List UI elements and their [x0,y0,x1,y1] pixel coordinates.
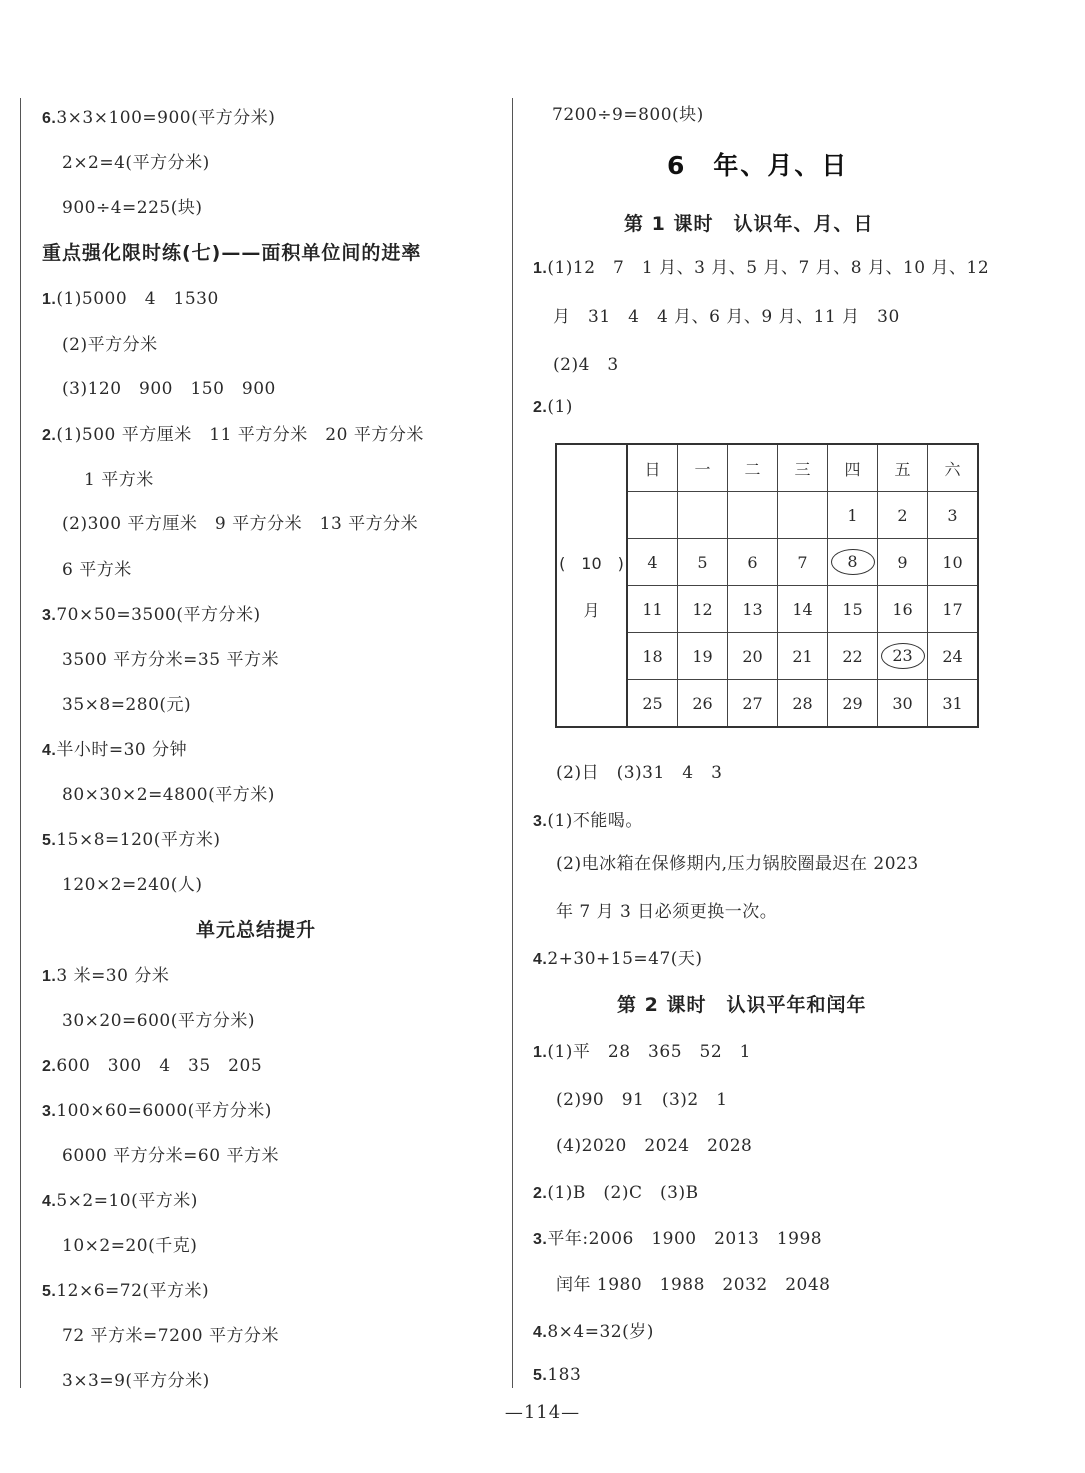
calendar-october [555,443,979,728]
calendar-day: 10 [928,539,979,586]
l1-q3-line2: (2)电冰箱在保修期内,压力锅胶圈最迟在 2023 [556,854,919,874]
l1-q1-line3: (2)4 3 [553,355,619,375]
calendar-day: 26 [678,680,728,728]
s7-q2-line3: (2)300 平方厘米 9 平方分米 13 平方分米 [62,514,419,534]
left-margin-rule [20,98,21,1388]
calendar-day: 11 [627,586,678,633]
s7-q2-line4: 6 平方米 [62,560,132,580]
weekday-wed: 三 [778,444,828,492]
l1-q1-line1: 1.(1)12 7 1 月、3 月、5 月、7 月、8 月、10 月、12 [533,258,990,278]
s7-q1-line1: 1.(1)5000 4 1530 [42,289,219,309]
calendar-day: 15 [828,586,878,633]
calendar-day [678,492,728,539]
calendar-day [627,492,678,539]
right-top-line: 7200÷9=800(块) [552,105,704,125]
weekday-tue: 二 [728,444,778,492]
summary-q3-line2: 6000 平方分米=60 平方米 [62,1146,279,1166]
l2-q2-line1: 2.(1)B (2)C (3)B [533,1183,699,1203]
calendar-day [778,492,828,539]
calendar-day: 19 [678,633,728,680]
calendar-day: 24 [928,633,979,680]
weekday-mon: 一 [678,444,728,492]
section-title-unit-summary: 单元总结提升 [196,919,317,941]
s7-q2-line1: 2.(1)500 平方厘米 11 平方分米 20 平方分米 [42,425,424,445]
page-number: —114— [504,1402,581,1423]
s7-q4-line1: 4.半小时=30 分钟 [42,740,188,760]
left-q6-line1: 6.3×3×100=900(平方分米) [42,108,276,128]
summary-q2-line1: 2.600 300 4 35 205 [42,1056,263,1076]
calendar-day: 12 [678,586,728,633]
calendar-month-label: ( 10 ) [559,553,624,573]
chapter-title: 6 年、月、日 [667,151,849,180]
summary-q5-line3: 3×3=9(平方分米) [62,1371,210,1391]
calendar-day: 5 [678,539,728,586]
calendar-day: 28 [778,680,828,728]
summary-q4-line1: 4.5×2=10(平方米) [42,1191,198,1211]
l1-q2-after: (2)日 (3)31 4 3 [556,763,723,783]
calendar-day: 7 [778,539,828,586]
calendar-day: 9 [878,539,928,586]
s7-q3-line2: 3500 平方分米=35 平方米 [62,650,279,670]
calendar-day: 4 [627,539,678,586]
s7-q3-line1: 3.70×50=3500(平方分米) [42,605,261,625]
calendar-day: 20 [728,633,778,680]
left-q6-line2: 2×2=4(平方分米) [62,153,210,173]
s7-q5-line1: 5.15×8=120(平方米) [42,830,221,850]
calendar-day: 13 [728,586,778,633]
summary-q4-line2: 10×2=20(千克) [62,1236,198,1256]
circle-mark: 8 [831,549,875,575]
calendar-day: 2 [878,492,928,539]
calendar-weekday-row [556,444,978,492]
s7-q4-line2: 80×30×2=4800(平方米) [62,785,275,805]
l1-q4-line1: 4.2+30+15=47(天) [533,949,703,969]
summary-q1-line1: 1.3 米=30 分米 [42,966,170,986]
calendar-day [728,492,778,539]
column-divider [512,98,513,1388]
l2-q3-line2: 闰年 1980 1988 2032 2048 [556,1275,831,1295]
calendar-day: 3 [928,492,979,539]
calendar-day: 31 [928,680,979,728]
calendar-day: 30 [878,680,928,728]
calendar-month-char: 月 [583,600,600,620]
left-q6-line3: 900÷4=225(块) [62,198,203,218]
calendar-day: 6 [728,539,778,586]
circle-mark: 23 [881,643,925,669]
calendar-day: 16 [878,586,928,633]
calendar-day-circled [828,539,878,586]
summary-q5-line1: 5.12×6=72(平方米) [42,1281,210,1301]
s7-q3-line3: 35×8=280(元) [62,695,192,715]
calendar-day: 21 [778,633,828,680]
summary-q3-line1: 3.100×60=6000(平方分米) [42,1101,272,1121]
s7-q5-line2: 120×2=240(人) [62,875,203,895]
section-title-practice-7: 重点强化限时练(七)——面积单位间的进率 [42,242,422,264]
summary-q5-line2: 72 平方米=7200 平方分米 [62,1326,279,1346]
lesson1-title: 第 1 课时 认识年、月、日 [624,213,874,235]
weekday-thu: 四 [828,444,878,492]
s7-q1-line2: (2)平方分米 [62,335,158,355]
calendar-day-circled [878,633,928,680]
calendar-day: 25 [627,680,678,728]
l1-q3-line3: 年 7 月 3 日必须更换一次。 [556,902,778,922]
l1-q3-line1: 3.(1)不能喝。 [533,811,643,831]
weekday-fri: 五 [878,444,928,492]
s7-q2-line2: 1 平方米 [84,470,154,490]
s7-q1-line3: (3)120 900 150 900 [62,379,276,399]
calendar-day: 1 [828,492,878,539]
weekday-sat: 六 [928,444,979,492]
calendar-day: 17 [928,586,979,633]
calendar-month-cell [556,444,627,727]
calendar-day: 22 [828,633,878,680]
calendar-day: 29 [828,680,878,728]
l2-q1-line3: (4)2020 2024 2028 [556,1136,753,1156]
l2-q1-line2: (2)90 91 (3)2 1 [556,1090,728,1110]
weekday-sun: 日 [627,444,678,492]
calendar-day: 27 [728,680,778,728]
l2-q3-line1: 3.平年:2006 1900 2013 1998 [533,1229,823,1249]
l2-q1-line1: 1.(1)平 28 365 52 1 [533,1042,751,1062]
l2-q5-line1: 5.183 [533,1365,582,1385]
l1-q2-line1: 2.(1) [533,397,573,417]
calendar-day: 14 [778,586,828,633]
summary-q1-line2: 30×20=600(平方分米) [62,1011,255,1031]
lesson2-title: 第 2 课时 认识平年和闰年 [617,994,867,1016]
l1-q1-line2: 月 31 4 4 月、6 月、9 月、11 月 30 [553,307,900,327]
calendar-day: 18 [627,633,678,680]
l2-q4-line1: 4.8×4=32(岁) [533,1322,654,1342]
